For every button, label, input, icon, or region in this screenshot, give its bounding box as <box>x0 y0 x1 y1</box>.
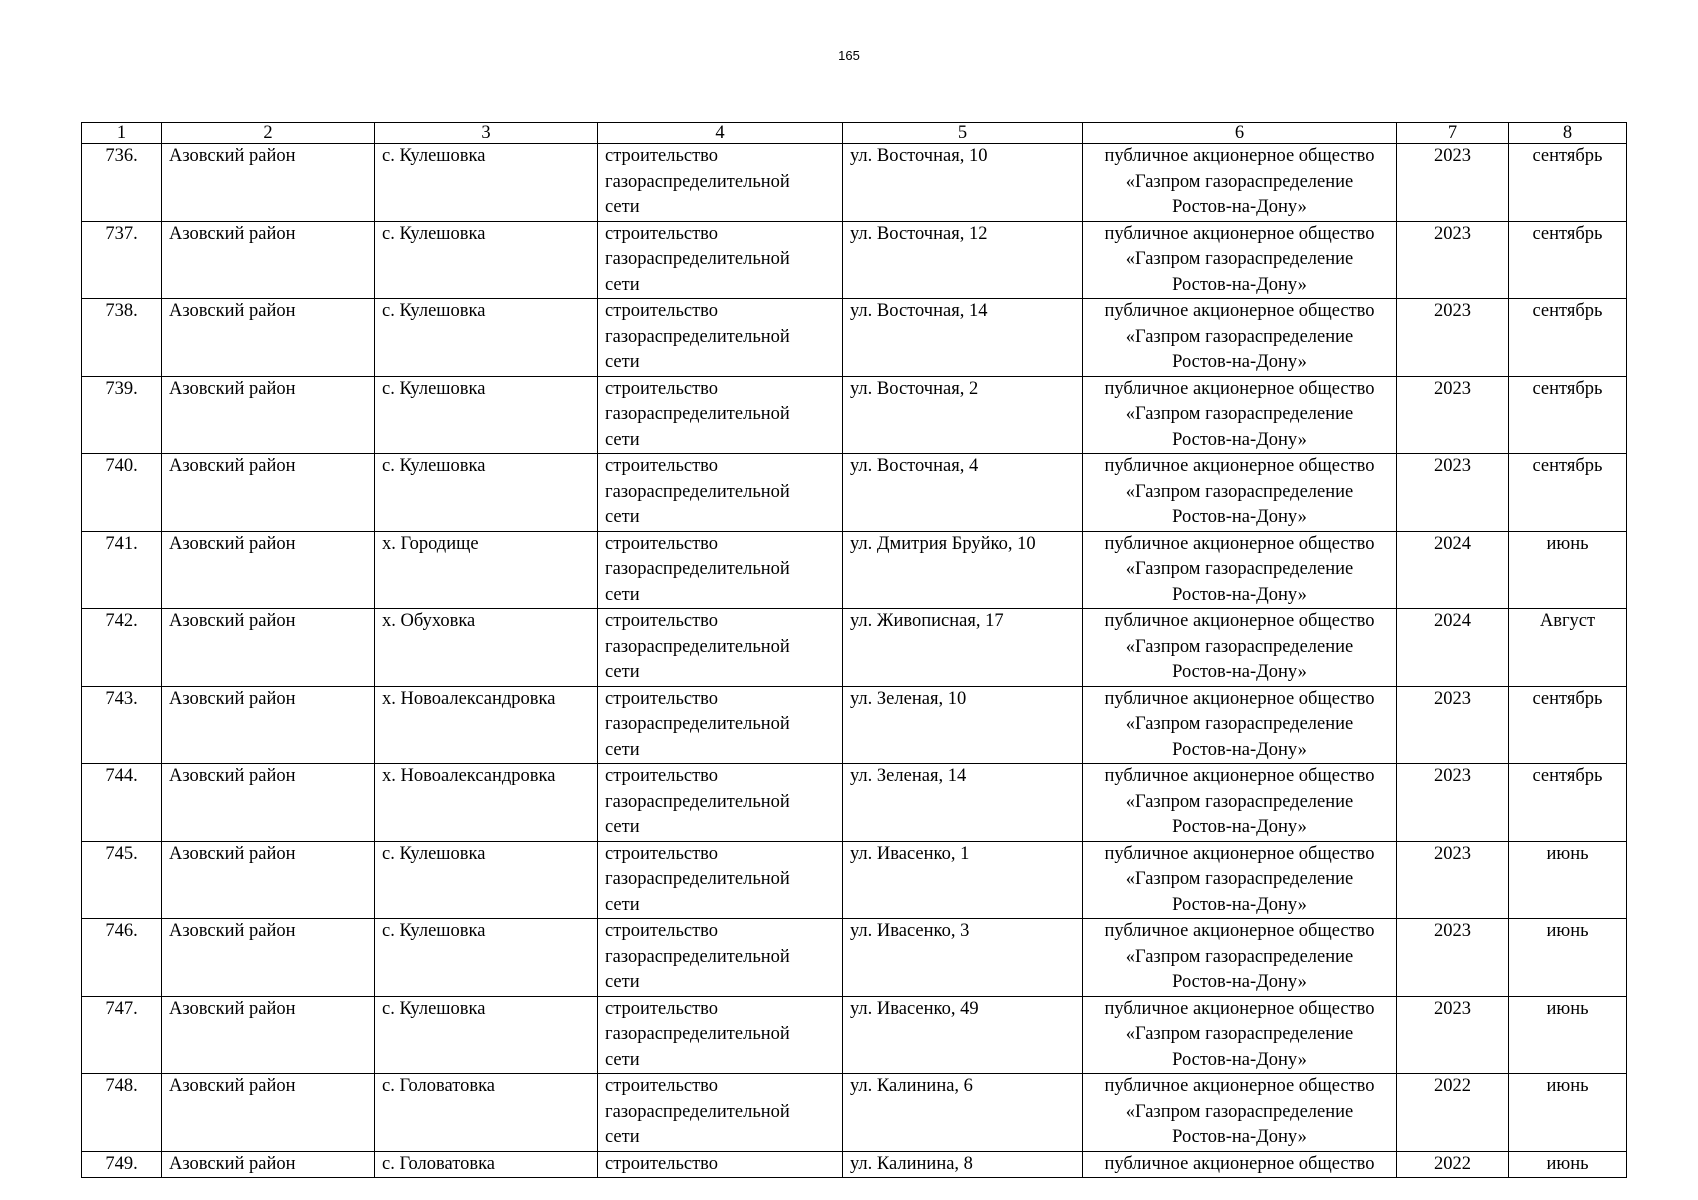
year-cell: 2024 <box>1397 609 1509 687</box>
document-table <box>81 122 1627 1178</box>
table-row <box>82 686 1627 764</box>
work-type-cell <box>598 609 843 687</box>
work-type-cell-line: строительство <box>605 533 719 554</box>
locality-cell: с. Головатовка <box>375 1151 598 1178</box>
table-row <box>82 609 1627 687</box>
address-cell: ул. Ивасенко, 3 <box>843 919 1083 997</box>
page-number: 165 <box>838 48 860 63</box>
table-body <box>82 144 1627 1178</box>
organization-cell-line: Ростов-на-Дону» <box>1172 1049 1307 1070</box>
work-type-cell-line: строительство <box>605 921 719 941</box>
work-type-cell-line: сети <box>605 429 640 450</box>
district-cell: Азовский район <box>162 221 375 299</box>
table-row <box>82 764 1627 842</box>
table-row <box>82 144 1627 222</box>
work-type-cell-line: сети <box>605 274 640 295</box>
column-header: 5 <box>843 123 1083 144</box>
row-number: 737. <box>82 221 162 299</box>
address-cell: ул. Восточная, 12 <box>843 221 1083 299</box>
district-cell: Азовский район <box>162 454 375 532</box>
year-cell: 2023 <box>1397 221 1509 299</box>
month-cell: сентябрь <box>1509 299 1627 377</box>
organization-cell-line: публичное акционерное общество <box>1104 611 1375 631</box>
work-type-cell-line: строительство <box>605 223 719 244</box>
work-type-cell <box>598 376 843 454</box>
work-type-cell <box>598 841 843 919</box>
work-type-cell-line: строительство <box>605 998 719 1019</box>
table-row <box>82 996 1627 1074</box>
row-number: 748. <box>82 1074 162 1152</box>
work-type-cell-line: газораспределительной <box>605 481 790 502</box>
work-type-cell-line: сети <box>605 507 640 527</box>
year-cell: 2022 <box>1397 1074 1509 1152</box>
work-type-cell <box>598 686 843 764</box>
work-type-cell-line: строительство <box>605 146 719 166</box>
work-type-cell-line: газораспределительной <box>605 791 790 812</box>
locality-cell: с. Кулешовка <box>375 919 598 997</box>
work-type-cell-line: сети <box>605 662 640 682</box>
locality-cell: с. Кулешовка <box>375 454 598 532</box>
address-cell: ул. Дмитрия Бруйко, 10 <box>843 531 1083 609</box>
work-type-cell-line: строительство <box>605 766 719 786</box>
work-type-cell-line: сети <box>605 972 640 992</box>
column-number-row <box>82 123 1627 144</box>
organization-cell-line: публичное акционерное общество <box>1104 533 1375 554</box>
work-type-cell-line: сети <box>605 584 640 605</box>
year-cell: 2023 <box>1397 841 1509 919</box>
locality-cell: с. Кулешовка <box>375 996 598 1074</box>
address-cell: ул. Зеленая, 14 <box>843 764 1083 842</box>
month-cell: сентябрь <box>1509 221 1627 299</box>
column-header: 6 <box>1083 123 1397 144</box>
address-cell: ул. Ивасенко, 49 <box>843 996 1083 1074</box>
row-number: 740. <box>82 454 162 532</box>
work-type-cell-line: газораспределительной <box>605 714 790 734</box>
table-row <box>82 841 1627 919</box>
district-cell: Азовский район <box>162 609 375 687</box>
district-cell: Азовский район <box>162 764 375 842</box>
address-cell: ул. Восточная, 2 <box>843 376 1083 454</box>
district-cell: Азовский район <box>162 144 375 222</box>
organization-cell-line: Ростов-на-Дону» <box>1172 739 1307 760</box>
district-cell: Азовский район <box>162 376 375 454</box>
column-header: 7 <box>1397 123 1509 144</box>
organization-cell-line: публичное акционерное общество <box>1104 223 1375 244</box>
row-number: 743. <box>82 686 162 764</box>
address-cell: ул. Калинина, 8 <box>843 1151 1083 1178</box>
organization-cell-line: публичное акционерное общество <box>1104 688 1375 709</box>
work-type-cell-line: строительство <box>605 1076 719 1096</box>
locality-cell: с. Кулешовка <box>375 841 598 919</box>
locality-cell: с. Кулешовка <box>375 376 598 454</box>
table-row <box>82 376 1627 454</box>
organization-cell-line: публичное акционерное общество <box>1104 998 1375 1019</box>
table-row <box>82 919 1627 997</box>
column-header: 3 <box>375 123 598 144</box>
organization-cell <box>1083 686 1397 764</box>
organization-cell-line: «Газпром газораспределение <box>1125 249 1354 269</box>
locality-cell: с. Головатовка <box>375 1074 598 1152</box>
organization-cell-line: публичное акционерное общество <box>1104 301 1375 321</box>
district-cell: Азовский район <box>162 996 375 1074</box>
column-header: 1 <box>82 123 162 144</box>
organization-cell-line: «Газпром газораспределение <box>1125 559 1354 579</box>
organization-cell-line: «Газпром газораспределение <box>1125 1024 1354 1044</box>
locality-cell: х. Новоалександровка <box>375 764 598 842</box>
organization-cell-line: Ростов-на-Дону» <box>1172 584 1307 605</box>
work-type-cell-line: сети <box>605 197 640 217</box>
organization-cell-line: «Газпром газораспределение <box>1125 636 1354 657</box>
locality-cell: х. Городище <box>375 531 598 609</box>
organization-cell-line: Ростов-на-Дону» <box>1172 507 1307 527</box>
year-cell: 2023 <box>1397 686 1509 764</box>
year-cell: 2024 <box>1397 531 1509 609</box>
work-type-cell-line: сети <box>605 817 640 837</box>
work-type-cell-line: сети <box>605 352 640 372</box>
row-number: 749. <box>82 1151 162 1178</box>
row-number: 747. <box>82 996 162 1074</box>
month-cell: сентябрь <box>1509 686 1627 764</box>
organization-cell-line: Ростов-на-Дону» <box>1172 894 1307 915</box>
organization-cell <box>1083 144 1397 222</box>
organization-cell-line: публичное акционерное общество <box>1104 1153 1375 1174</box>
address-cell: ул. Восточная, 10 <box>843 144 1083 222</box>
work-type-cell-line: газораспределительной <box>605 1024 790 1044</box>
work-type-cell-line: сети <box>605 1049 640 1070</box>
work-type-cell <box>598 144 843 222</box>
work-type-cell <box>598 454 843 532</box>
organization-cell-line: Ростов-на-Дону» <box>1172 352 1307 372</box>
month-cell: июнь <box>1509 919 1627 997</box>
table-row <box>82 1151 1627 1178</box>
address-cell: ул. Восточная, 4 <box>843 454 1083 532</box>
organization-cell-line: Ростов-на-Дону» <box>1172 197 1307 217</box>
organization-cell-line: публичное акционерное общество <box>1104 766 1375 786</box>
organization-cell-line: «Газпром газораспределение <box>1125 171 1354 192</box>
district-cell: Азовский район <box>162 841 375 919</box>
organization-cell <box>1083 1074 1397 1152</box>
organization-cell-line: «Газпром газораспределение <box>1125 326 1354 347</box>
work-type-cell-line: строительство <box>605 688 719 709</box>
month-cell: сентябрь <box>1509 764 1627 842</box>
year-cell: 2023 <box>1397 764 1509 842</box>
work-type-cell-line: газораспределительной <box>605 869 790 889</box>
work-type-cell-line: газораспределительной <box>605 249 790 269</box>
work-type-cell-line: газораспределительной <box>605 404 790 424</box>
district-cell: Азовский район <box>162 1151 375 1178</box>
year-cell: 2023 <box>1397 144 1509 222</box>
row-number: 742. <box>82 609 162 687</box>
year-cell: 2023 <box>1397 454 1509 532</box>
locality-cell: х. Обуховка <box>375 609 598 687</box>
work-type-cell <box>598 531 843 609</box>
work-type-cell-line: строительство <box>605 301 719 321</box>
column-header: 8 <box>1509 123 1627 144</box>
address-cell: ул. Калинина, 6 <box>843 1074 1083 1152</box>
organization-cell <box>1083 764 1397 842</box>
work-type-cell-line: газораспределительной <box>605 326 790 347</box>
organization-cell-line: «Газпром газораспределение <box>1125 869 1354 889</box>
organization-cell <box>1083 376 1397 454</box>
organization-cell <box>1083 609 1397 687</box>
row-number: 736. <box>82 144 162 222</box>
organization-cell-line: Ростов-на-Дону» <box>1172 274 1307 295</box>
work-type-cell <box>598 764 843 842</box>
organization-cell <box>1083 221 1397 299</box>
work-type-cell <box>598 221 843 299</box>
work-type-cell <box>598 919 843 997</box>
table-row <box>82 454 1627 532</box>
organization-cell <box>1083 919 1397 997</box>
row-number: 744. <box>82 764 162 842</box>
row-number: 738. <box>82 299 162 377</box>
work-type-cell-line: строительство <box>605 611 719 631</box>
organization-cell-line: Ростов-на-Дону» <box>1172 662 1307 682</box>
organization-cell-line: публичное акционерное общество <box>1104 378 1375 399</box>
work-type-cell-line: сети <box>605 894 640 915</box>
organization-cell-line: «Газпром газораспределение <box>1125 404 1354 424</box>
month-cell: сентябрь <box>1509 376 1627 454</box>
organization-cell-line: «Газпром газораспределение <box>1125 1101 1354 1122</box>
organization-cell-line: «Газпром газораспределение <box>1125 946 1354 967</box>
work-type-cell-line: газораспределительной <box>605 1101 790 1122</box>
work-type-cell-line: газораспределительной <box>605 636 790 657</box>
month-cell: июнь <box>1509 996 1627 1074</box>
organization-cell-line: «Газпром газораспределение <box>1125 481 1354 502</box>
row-number: 741. <box>82 531 162 609</box>
table-row <box>82 531 1627 609</box>
address-cell: ул. Зеленая, 10 <box>843 686 1083 764</box>
organization-cell <box>1083 299 1397 377</box>
work-type-cell-line: строительство <box>605 378 719 399</box>
work-type-cell-line: строительство <box>605 843 719 864</box>
locality-cell: с. Кулешовка <box>375 144 598 222</box>
table-row <box>82 299 1627 377</box>
address-cell: ул. Живописная, 17 <box>843 609 1083 687</box>
year-cell: 2023 <box>1397 919 1509 997</box>
year-cell: 2023 <box>1397 299 1509 377</box>
work-type-cell <box>598 1074 843 1152</box>
organization-cell-line: публичное акционерное общество <box>1104 146 1375 166</box>
organization-cell <box>1083 454 1397 532</box>
month-cell: июнь <box>1509 1074 1627 1152</box>
work-type-cell <box>598 1151 843 1178</box>
table-row <box>82 221 1627 299</box>
month-cell: июнь <box>1509 531 1627 609</box>
organization-cell-line: «Газпром газораспределение <box>1125 791 1354 812</box>
work-type-cell-line: газораспределительной <box>605 946 790 967</box>
district-cell: Азовский район <box>162 919 375 997</box>
year-cell: 2022 <box>1397 1151 1509 1178</box>
district-cell: Азовский район <box>162 531 375 609</box>
organization-cell-line: «Газпром газораспределение <box>1125 714 1354 734</box>
row-number: 739. <box>82 376 162 454</box>
organization-cell <box>1083 996 1397 1074</box>
work-type-cell-line: строительство <box>605 456 719 476</box>
month-cell: сентябрь <box>1509 144 1627 222</box>
organization-cell-line: Ростов-на-Дону» <box>1172 972 1307 992</box>
year-cell: 2023 <box>1397 996 1509 1074</box>
column-header: 4 <box>598 123 843 144</box>
organization-cell-line: Ростов-на-Дону» <box>1172 817 1307 837</box>
work-type-cell-line: сети <box>605 1127 640 1147</box>
work-type-cell <box>598 299 843 377</box>
organization-cell <box>1083 841 1397 919</box>
district-cell: Азовский район <box>162 1074 375 1152</box>
organization-cell <box>1083 1151 1397 1178</box>
work-type-cell-line: газораспределительной <box>605 171 790 192</box>
work-type-cell-line: строительство <box>605 1153 719 1174</box>
month-cell: Август <box>1509 609 1627 687</box>
locality-cell: х. Новоалександровка <box>375 686 598 764</box>
row-number: 746. <box>82 919 162 997</box>
organization-cell-line: Ростов-на-Дону» <box>1172 1127 1307 1147</box>
row-number: 745. <box>82 841 162 919</box>
year-cell: 2023 <box>1397 376 1509 454</box>
column-header: 2 <box>162 123 375 144</box>
organization-cell-line: Ростов-на-Дону» <box>1172 429 1307 450</box>
organization-cell-line: публичное акционерное общество <box>1104 843 1375 864</box>
organization-cell <box>1083 531 1397 609</box>
locality-cell: с. Кулешовка <box>375 221 598 299</box>
organization-cell-line: публичное акционерное общество <box>1104 456 1375 476</box>
address-cell: ул. Ивасенко, 1 <box>843 841 1083 919</box>
month-cell: сентябрь <box>1509 454 1627 532</box>
month-cell: июнь <box>1509 841 1627 919</box>
locality-cell: с. Кулешовка <box>375 299 598 377</box>
district-cell: Азовский район <box>162 686 375 764</box>
organization-cell-line: публичное акционерное общество <box>1104 921 1375 941</box>
organization-cell-line: публичное акционерное общество <box>1104 1076 1375 1096</box>
work-type-cell-line: сети <box>605 739 640 760</box>
work-type-cell <box>598 996 843 1074</box>
work-type-cell-line: газораспределительной <box>605 559 790 579</box>
month-cell: июнь <box>1509 1151 1627 1178</box>
table-row <box>82 1074 1627 1152</box>
address-cell: ул. Восточная, 14 <box>843 299 1083 377</box>
district-cell: Азовский район <box>162 299 375 377</box>
